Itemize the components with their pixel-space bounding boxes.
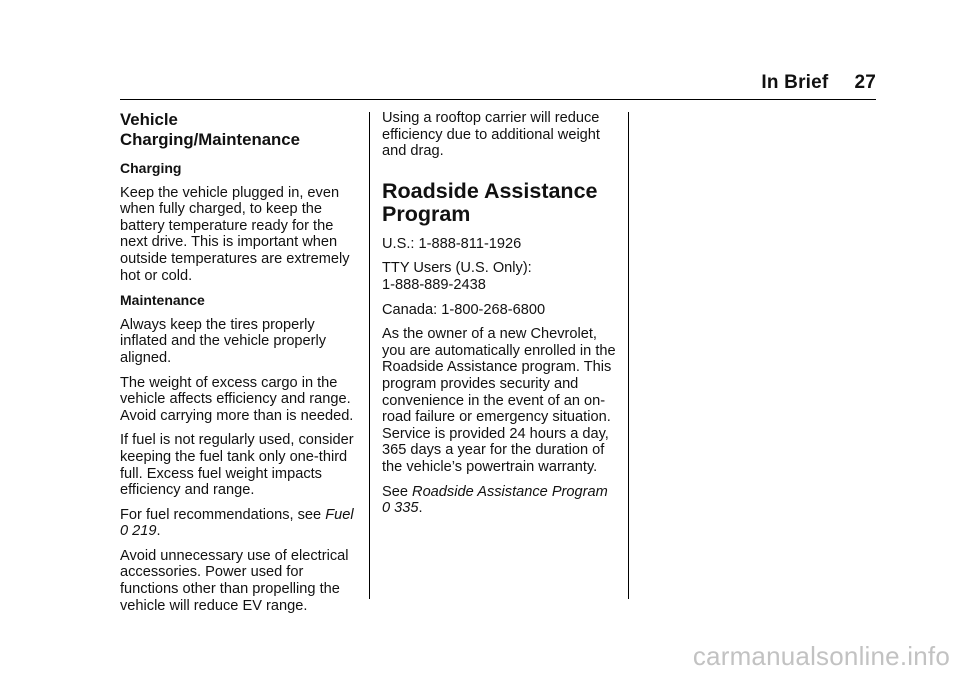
tty-phone (382, 260, 622, 293)
header-rule (120, 99, 876, 100)
middle-column (382, 110, 622, 525)
roadside-page-ref[interactable]: 0 335 (382, 500, 419, 517)
paragraph: Always keep the tires properly inflated and the vehicle properly aligned. (120, 316, 327, 366)
roadside-reference-paragraph (382, 484, 622, 517)
paragraph: Keep the vehicle plugged in, even when fully charged, to keep the battery temperature ready for the next drive. This is important when outside temperatures are extremely hot or cold. (120, 184, 350, 284)
paragraph: If fuel is not regularly used, consider keeping the fuel tank only one-third full. Excess fuel weight impacts efficiency and range. (120, 432, 354, 499)
section-title: In Brief (761, 72, 829, 93)
paragraph: Avoid unnecessary use of electrical accessories. Power used for functions other than propelling the vehicle will reduce EV range. (120, 547, 349, 614)
watermark: carmanualsonline.info (692, 641, 950, 671)
period: . (418, 500, 423, 517)
tty-label: TTY Users (U.S. Only): (382, 260, 532, 277)
left-column (120, 110, 360, 622)
column-divider-1 (369, 112, 370, 599)
column-divider-2 (628, 112, 629, 599)
fuel-reference-paragraph (120, 507, 360, 540)
subheading-maintenance: Maintenance (120, 292, 205, 309)
fuel-link[interactable]: Fuel (325, 506, 354, 523)
paragraph: Using a rooftop carrier will reduce efficiency due to additional weight and drag. (382, 110, 600, 160)
paragraph: As the owner of a new Chevrolet, you are automatically enrolled in the Roadside Assistance program. This program provides security and convenience in the event of an on-road failure or emergency situation. Service is provided 24 hours a day, 365 days a year for the duration of the vehicle’s powertrain warranty. (382, 326, 616, 475)
subheading-charging: Charging (120, 160, 182, 176)
paragraph: The weight of excess cargo in the vehicle affects efficiency and range. Avoid carrying more than is needed. (120, 374, 354, 424)
canada-phone: Canada: 1-800-268-6800 (382, 301, 546, 318)
tty-number: 1-888-889-2438 (382, 276, 486, 293)
roadside-heading: Roadside Assistance Program (382, 178, 598, 226)
page-header (761, 72, 876, 94)
fuel-page-ref[interactable]: 0 219 (120, 523, 157, 540)
section-heading: Vehicle Charging/Maintenance (120, 110, 300, 149)
text: For fuel recommendations, see (120, 506, 326, 523)
period: . (156, 523, 161, 540)
roadside-link[interactable]: Roadside Assistance Program (412, 483, 608, 500)
text: See (382, 483, 413, 500)
page-number: 27 (854, 72, 876, 93)
us-phone: U.S.: 1-888-811-1926 (382, 235, 522, 252)
